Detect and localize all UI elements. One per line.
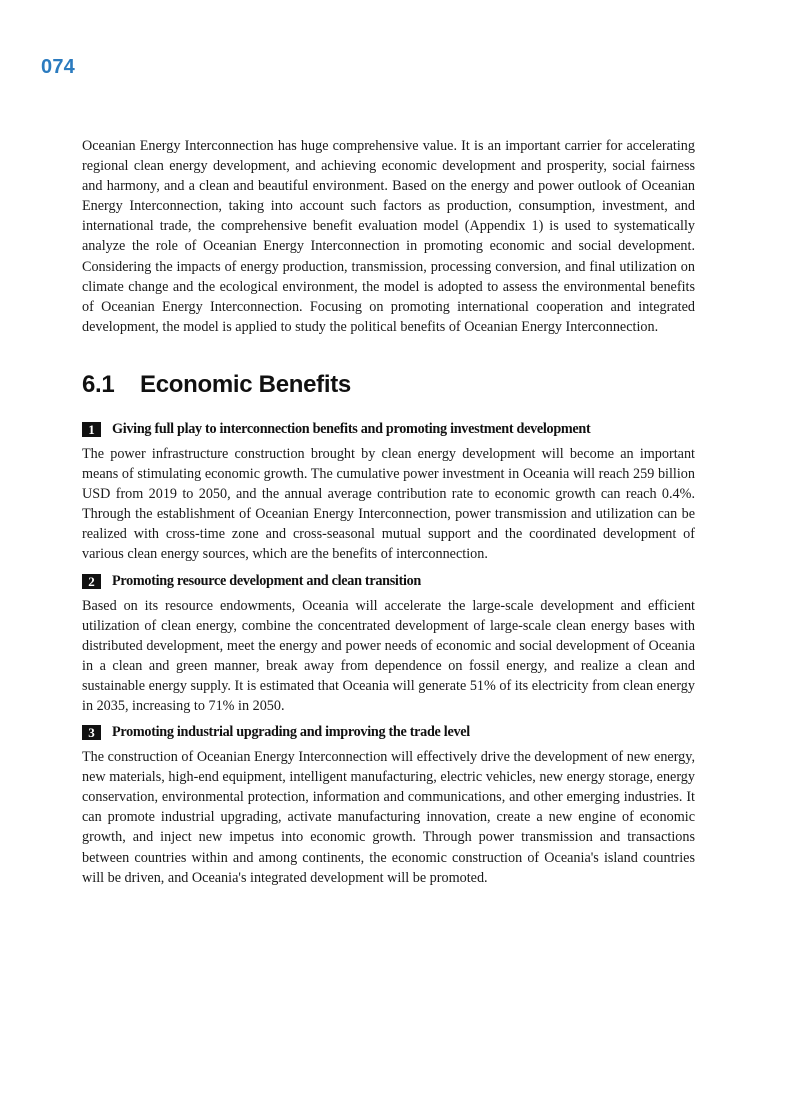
section-number: 6.1 [82,370,115,398]
subsection-heading-3 [82,724,695,741]
subsection-heading-2 [82,573,695,590]
subsection-number-badge: 2 [82,574,101,589]
intro-paragraph: Oceanian Energy Interconnection has huge comprehensive value. It is an important carrier for accelerating regional clean energy development, and achieving economic development and prosperity, social fairness and harmony, and a clean and beautiful environment. Based on the energy and power outlook of Oceanian Energy Interconnection, taking into account such factors as production, consumption, investment, and international trade, the comprehensive benefit evaluation model (Appendix 1) is used to systematically analyze the role of Oceanian Energy Interconnection in promoting economic and social development. Considering the impacts of energy production, transmission, processing conversion, and final utilization on climate change and the ecological environment, the model is adopted to assess the environmental benefits of Oceanian Energy Interconnection. Focusing on promoting international cooperation and integrated development, the model is applied to study the political benefits of Oceanian Energy Interconnection. [82,138,695,335]
subsection-title: Promoting resource development and clean transition [112,572,422,589]
page-content [82,136,695,888]
subsection-title: Promoting industrial upgrading and improving the trade level [112,724,470,741]
subsection-paragraph-3: The construction of Oceanian Energy Interconnection will effectively drive the development of new energy, new materials, high-end equipment, intelligent manufacturing, electric vehicles, new energy storage, energy conservation, environmental protection, information and communications, and other emerging industries. It can promote industrial upgrading, activate manufacturing innovation, create a new engine of economic growth, and inject new impetus into economic growth. Through power transmission and transactions between countries within and among continents, the economic construction of Oceania's island countries will be driven, and Oceania's integrated development will be promoted. [82,749,695,886]
page-number: 074 [41,56,75,78]
subsection-title: Giving full play to interconnection benefits and promoting investment development [112,420,591,437]
subsection-number-badge: 1 [82,422,101,437]
subsection-number-badge: 3 [82,725,101,740]
section-title: Economic Benefits [140,370,351,398]
subsection-paragraph-2: Based on its resource endowments, Oceania will accelerate the large-scale development and efficient utilization of clean energy, combine the concentrated development of large-scale clean energy bases with distributed development, meet the energy and power needs of economic and social development of Oceania in a clean and green manner, break away from dependence on fossil energy, and realize a clean and sustainable energy supply. It is estimated that Oceania will generate 51% of its electricity from clean energy in 2035, increasing to 71% in 2050. [82,597,695,714]
subsection-heading-1 [82,421,695,438]
subsection-paragraph-1: The power infrastructure construction brought by clean energy development will become an important means of stimulating economic growth. The cumulative power investment in Oceania will reach 259 billion USD from 2019 to 2050, and the annual average contribution rate to economic growth can reach 0.4%. Through the establishment of Oceanian Energy Interconnection, power transmission and utilization can be realized with cross-time zone and cross-seasonal mutual support and the coordinated development of various clean energy sources, which are the benefits of interconnection. [82,445,695,563]
section-heading [82,371,695,399]
